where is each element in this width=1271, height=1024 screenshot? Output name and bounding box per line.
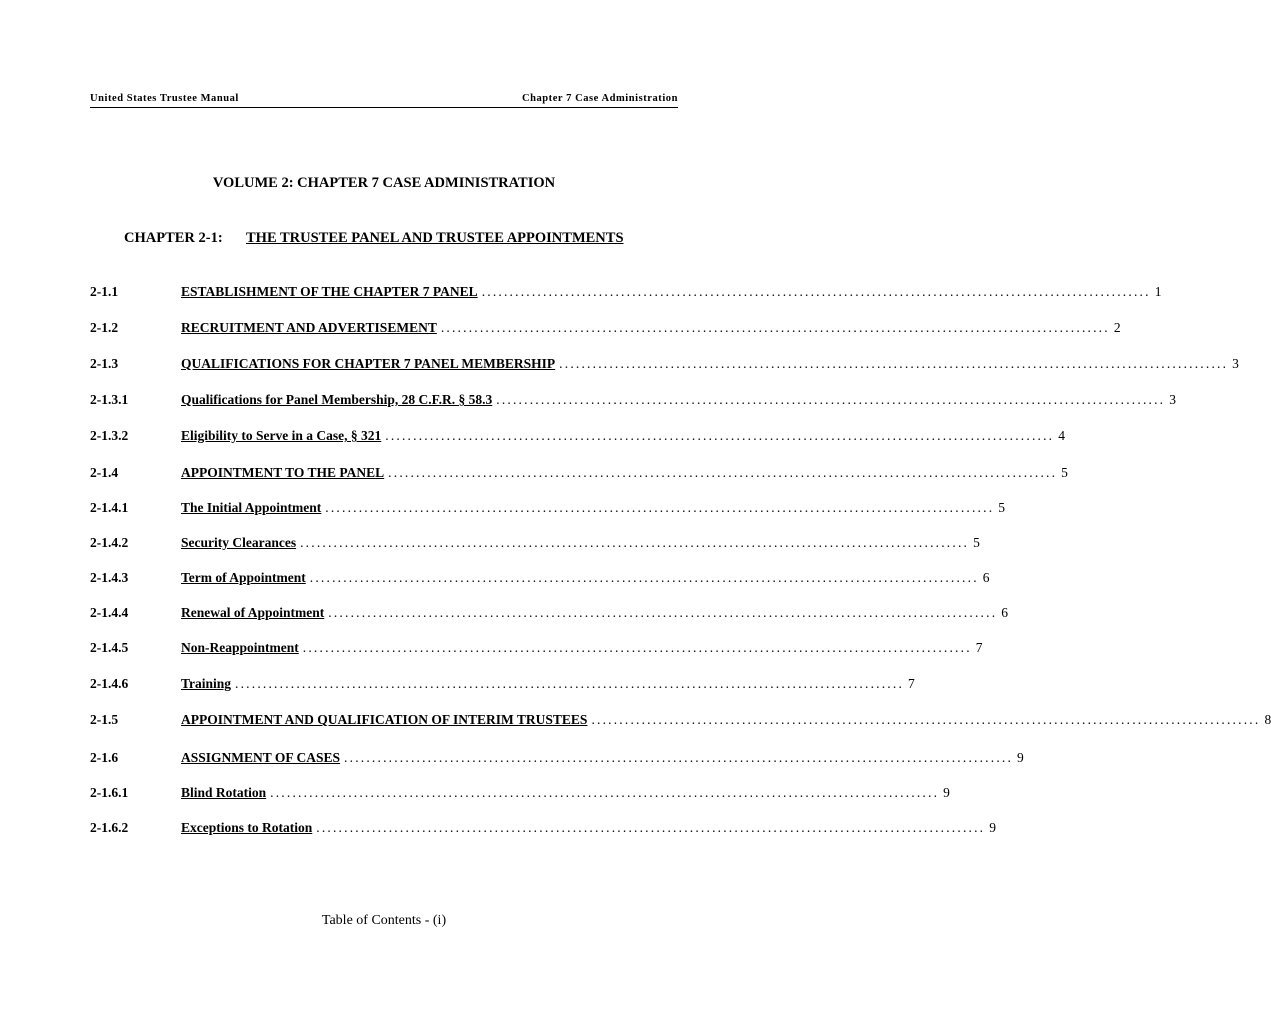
chapter-heading <box>124 230 624 247</box>
toc-page-number: 2 <box>1113 320 1121 335</box>
toc-title[interactable]: Blind Rotation <box>181 785 267 800</box>
toc-page-number: 4 <box>1058 428 1065 443</box>
dot-leader: ........................................................................................................................ <box>302 640 972 655</box>
toc-page-number: 3 <box>1232 356 1239 371</box>
toc-entry[interactable] <box>90 750 1024 770</box>
toc-title[interactable]: Exceptions to Rotation <box>181 820 313 835</box>
toc-entry[interactable] <box>90 535 980 555</box>
volume-title: VOLUME 2: CHAPTER 7 CASE ADMINISTRATION <box>212 175 556 191</box>
toc-title[interactable]: ASSIGNMENT OF CASES <box>181 750 341 765</box>
toc-page-number: 8 <box>1264 712 1271 727</box>
toc-title[interactable]: Renewal of Appointment <box>181 605 325 620</box>
toc-page-number: 9 <box>943 785 950 800</box>
toc-title[interactable]: RECRUITMENT AND ADVERTISEMENT <box>181 320 437 335</box>
toc-entry[interactable] <box>90 465 1068 485</box>
toc-title[interactable]: Non-Reappointment <box>181 640 299 655</box>
toc-title[interactable]: Term of Appointment <box>181 570 306 585</box>
toc-entry[interactable] <box>90 676 915 696</box>
toc-section-number: 2-1.4.2 <box>90 535 129 550</box>
toc-page-number: 6 <box>982 570 990 585</box>
toc-title[interactable]: QUALIFICATIONS FOR CHAPTER 7 PANEL MEMBERSHIP <box>181 356 556 371</box>
toc-page-number: 9 <box>989 820 996 835</box>
toc-title[interactable]: The Initial Appointment <box>181 500 322 515</box>
dot-leader: ........................................................................................................................ <box>559 356 1229 371</box>
dot-leader: ........................................................................................................................ <box>300 535 970 550</box>
dot-leader: ........................................................................................................................ <box>344 750 1014 765</box>
dot-leader: ........................................................................................................................ <box>481 284 1151 299</box>
header-chapter-title: Chapter 7 Case Administration <box>521 93 678 104</box>
dot-leader: ........................................................................................................................ <box>309 570 979 585</box>
dot-leader: ........................................................................................................................ <box>440 320 1110 335</box>
toc-entry[interactable] <box>90 605 1009 625</box>
toc-page-number: 9 <box>1017 750 1024 765</box>
toc-entry[interactable] <box>90 820 996 840</box>
chapter-number: CHAPTER 2-1: <box>124 230 223 246</box>
toc-section-number: 2-1.2 <box>90 320 119 335</box>
dot-leader: ........................................................................................................................ <box>235 676 905 691</box>
toc-entry[interactable] <box>90 500 1006 520</box>
toc-page-number: 7 <box>908 676 915 691</box>
dot-leader: ........................................................................................................................ <box>591 712 1261 727</box>
dot-leader: ........................................................................................................................ <box>496 392 1166 407</box>
toc-section-number: 2-1.6.1 <box>90 785 129 800</box>
toc-entry[interactable] <box>90 428 1065 448</box>
toc-section-number: 2-1.4.6 <box>90 676 129 691</box>
toc-section-number: 2-1.3 <box>90 356 119 371</box>
toc-entry[interactable] <box>90 785 950 805</box>
toc-section-number: 2-1.6 <box>90 750 119 765</box>
toc-section-number: 2-1.4.3 <box>90 570 129 585</box>
toc-entry[interactable] <box>90 640 983 660</box>
dot-leader: ........................................................................................................................ <box>325 500 995 515</box>
toc-section-number: 2-1.1 <box>90 284 119 299</box>
toc-entry[interactable] <box>90 320 1121 340</box>
running-header <box>90 93 678 108</box>
toc-page-number: 5 <box>1061 465 1068 480</box>
toc-title[interactable]: APPOINTMENT AND QUALIFICATION OF INTERIM TRUSTEES <box>181 712 588 727</box>
toc-section-number: 2-1.3.2 <box>90 428 129 443</box>
toc-page-number: 6 <box>1001 605 1009 620</box>
toc-page-number: 3 <box>1169 392 1176 407</box>
page-footer: Table of Contents - (i) <box>321 913 447 928</box>
toc-page-number: 5 <box>973 535 980 550</box>
toc-page-number: 1 <box>1154 284 1162 299</box>
toc-title[interactable]: Qualifications for Panel Membership, 28 C.F.R. § 58.3 <box>181 392 493 407</box>
toc-section-number: 2-1.4 <box>90 465 119 480</box>
toc-entry[interactable] <box>90 570 990 590</box>
toc-section-number: 2-1.4.4 <box>90 605 129 620</box>
toc-title[interactable]: APPOINTMENT TO THE PANEL <box>181 465 385 480</box>
dot-leader: ........................................................................................................................ <box>270 785 940 800</box>
dot-leader: ........................................................................................................................ <box>316 820 986 835</box>
header-manual-title: United States Trustee Manual <box>90 93 239 104</box>
toc-page-number: 5 <box>998 500 1006 515</box>
toc-page-number: 7 <box>975 640 983 655</box>
toc-section-number: 2-1.4.5 <box>90 640 129 655</box>
toc-section-number: 2-1.4.1 <box>90 500 129 515</box>
toc-title[interactable]: Eligibility to Serve in a Case, § 321 <box>181 428 382 443</box>
toc-entry[interactable] <box>90 284 1162 304</box>
toc-entry[interactable] <box>90 356 1239 376</box>
chapter-name: THE TRUSTEE PANEL AND TRUSTEE APPOINTMENTS <box>246 230 624 246</box>
dot-leader: ........................................................................................................................ <box>385 428 1055 443</box>
toc-entry[interactable] <box>90 712 1271 732</box>
toc-section-number: 2-1.5 <box>90 712 119 727</box>
toc-section-number: 2-1.3.1 <box>90 392 129 407</box>
toc-title[interactable]: ESTABLISHMENT OF THE CHAPTER 7 PANEL <box>181 284 478 299</box>
toc-title[interactable]: Security Clearances <box>181 535 297 550</box>
toc-title[interactable]: Training <box>181 676 232 691</box>
toc-section-number: 2-1.6.2 <box>90 820 129 835</box>
dot-leader: ........................................................................................................................ <box>388 465 1058 480</box>
dot-leader: ........................................................................................................................ <box>328 605 998 620</box>
toc-entry[interactable] <box>90 392 1176 412</box>
